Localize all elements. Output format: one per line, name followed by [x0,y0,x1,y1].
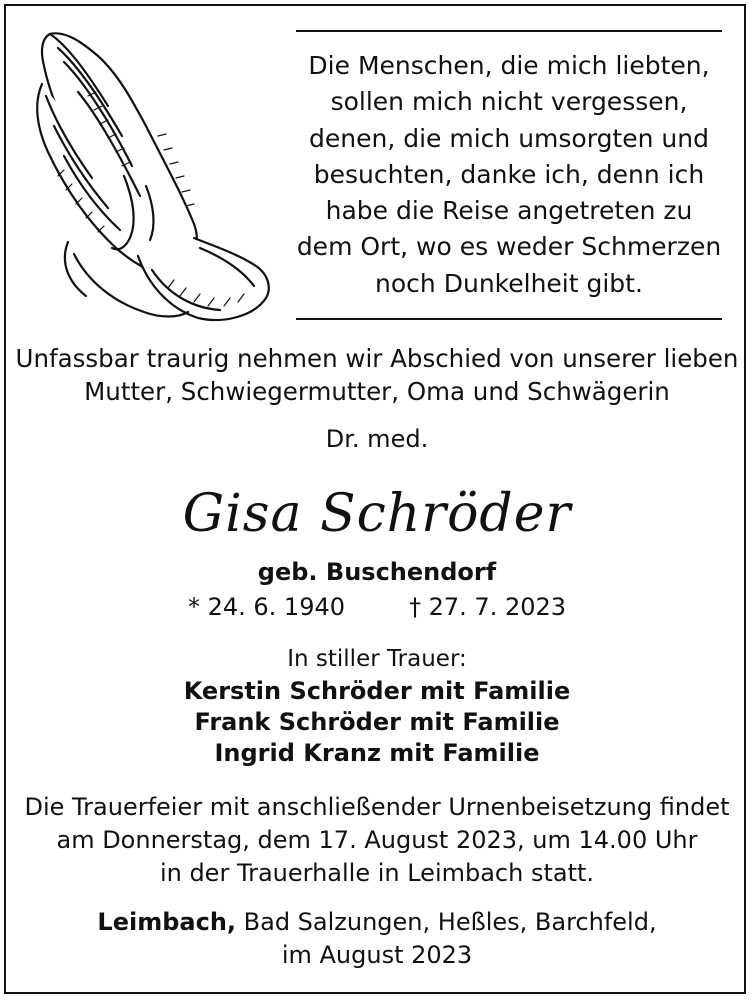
mourner-item: Kerstin Schröder mit Familie [183,677,571,705]
maiden-name: geb. Buschendorf [257,558,497,586]
poem-bottom-rule [296,318,722,320]
poem-line: noch Dunkelheit gibt. [375,268,643,298]
praying-hands-icon [28,26,272,322]
place-line [0,906,754,939]
service-line: in der Trauerhalle in Leimbach statt. [159,859,595,887]
poem-top-rule [296,30,722,32]
deceased-name: Gisa Schröder [182,484,572,544]
poem [296,48,722,302]
poem-line: habe die Reise angetreten zu [325,196,693,226]
mourner-item: Frank Schröder mit Familie [194,708,560,736]
mourning-label: In stiller Trauer: [287,646,467,672]
intro-text [0,342,754,408]
place-date: im August 2023 [281,941,473,969]
poem-line: denen, die mich umsorgten und [309,123,709,153]
mourners-list [0,676,754,769]
poem-line: Die Menschen, die mich liebten, [308,51,710,80]
poem-line: dem Ort, wo es weder Schmerzen [296,232,722,262]
life-dates [0,591,754,623]
place-and-date [0,906,754,972]
place-others: Bad Salzungen, Heßles, Barchfeld, [236,908,657,936]
service-line: am Donnerstag, dem 17. August 2023, um 14.00 Uhr [56,826,698,854]
poem-line: besuchten, danke ich, denn ich [313,159,705,189]
intro-line: Mutter, Schwiegermutter, Oma und Schwägerin [84,377,670,406]
intro-line: Unfassbar traurig nehmen wir Abschied von unserer lieben [15,344,739,373]
poem-line: sollen mich nicht vergessen, [330,87,688,117]
academic-title: Dr. med. [325,425,429,453]
mourner-item: Ingrid Kranz mit Familie [214,739,540,767]
service-line: Die Trauerfeier mit anschließender Urnenbeisetzung findet [24,793,730,821]
birth-date: * 24. 6. 1940 [187,593,345,621]
service-info [0,791,754,890]
place-town: Leimbach, [97,908,237,936]
death-date: † 27. 7. 2023 [409,593,567,621]
